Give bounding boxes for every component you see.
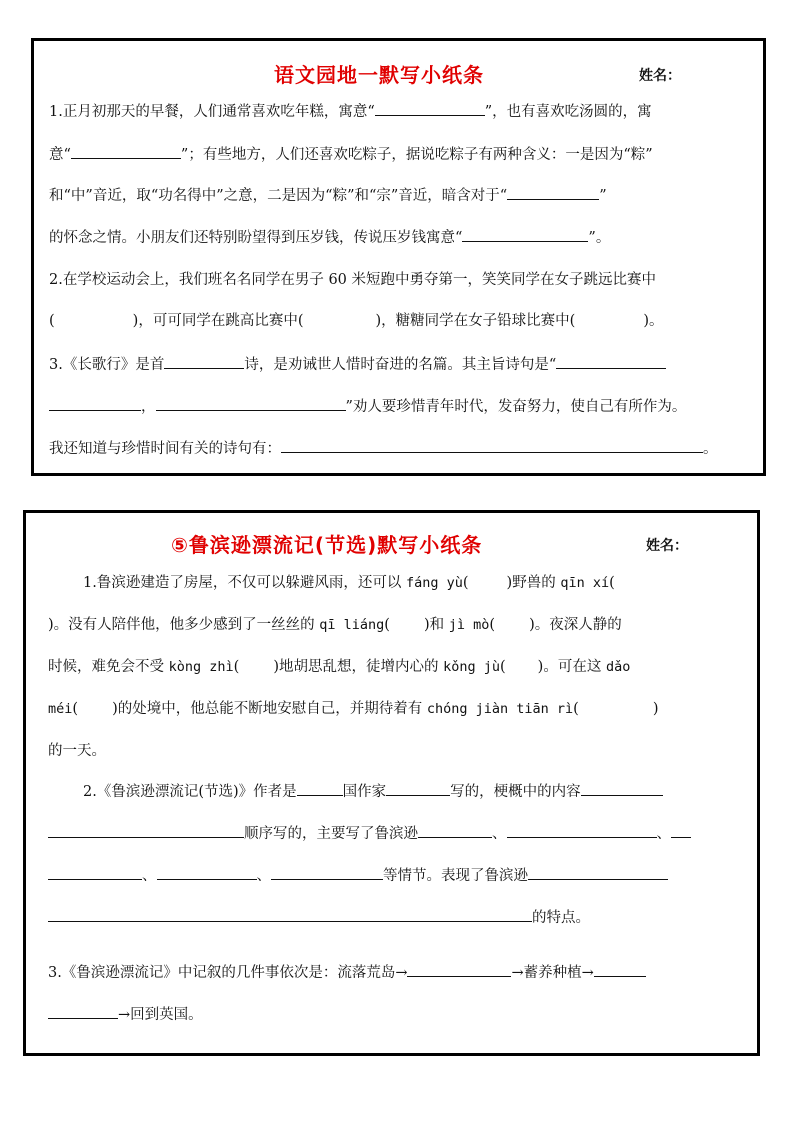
paren-open: (: [233, 659, 240, 675]
question-text: 写的，梗概中的内容: [450, 784, 581, 800]
question-3-line-1: [48, 962, 646, 983]
paren-close: ): [652, 701, 659, 717]
question-text: )。没有人陪伴他，他多少感到了一丝丝的: [48, 617, 315, 633]
question-text: )。夜深人静的: [529, 617, 622, 633]
question-text: 诗，是劝诫世人惜时奋进的名篇。其主旨诗句是“: [244, 357, 557, 373]
fill-blank[interactable]: [271, 865, 383, 880]
question-text: 国作家: [342, 784, 387, 800]
pinyin-prompt: dǎo: [605, 659, 631, 675]
fill-blank[interactable]: [386, 781, 450, 796]
pinyin-prompt: fáng yù: [405, 575, 463, 591]
question-1-line-1: [83, 573, 615, 593]
question-text: 顺序写的，主要写了鲁滨逊: [244, 826, 418, 842]
paren-open: (: [489, 617, 496, 633]
question-text: 、: [256, 868, 271, 884]
fill-blank[interactable]: [297, 781, 343, 796]
fill-blank[interactable]: [407, 962, 511, 977]
question-2-line-4: [48, 907, 590, 928]
pinyin-prompt: chóng jiàn tiān rì: [426, 701, 574, 717]
fill-blank[interactable]: [418, 823, 492, 838]
paren-open: (: [573, 701, 579, 717]
question-text: 我还知道与珍惜时间有关的诗句有：: [49, 441, 281, 457]
question-text: 1.鲁滨逊建造了房屋，不仅可以躲避风雨，还可以: [83, 575, 402, 591]
paren-open: (: [462, 575, 469, 591]
pinyin-prompt: qīn xí: [560, 575, 610, 591]
question-text: 意“: [49, 147, 71, 163]
fill-blank[interactable]: [581, 781, 663, 796]
question-1-line-2: [49, 144, 653, 165]
question-text: ”: [599, 188, 607, 204]
paren-open: (: [384, 617, 390, 633]
fill-blank[interactable]: [594, 962, 646, 977]
question-1-line-3: [48, 657, 630, 677]
paren-open: (: [499, 659, 506, 675]
question-text: )野兽的: [506, 575, 556, 591]
question-text: →蓄养种植→: [511, 965, 594, 981]
question-text: ，: [141, 399, 156, 415]
question-text: )的处境中，他总能不断地安慰自己，并期待着有: [112, 701, 423, 717]
pinyin-prompt: qī liáng: [319, 617, 385, 633]
question-text: 2.《鲁滨逊漂流记(节选)》作者是: [83, 784, 297, 800]
question-1-line-5: 的一天。: [48, 743, 106, 759]
question-text: →回到英国。: [118, 1007, 203, 1023]
fill-blank[interactable]: [71, 144, 181, 159]
question-text: 等情节。表现了鲁滨逊: [383, 868, 528, 884]
question-2-line-1: 2.在学校运动会上，我们班名名同学在男子 60 米短跑中勇夺第一，笑笑同学在女子跳远比赛中: [49, 272, 656, 288]
card-title: 语文园地一默写小纸条: [274, 63, 484, 87]
fill-blank[interactable]: [281, 438, 703, 453]
fill-blank[interactable]: [462, 227, 588, 242]
fill-blank[interactable]: [48, 907, 532, 922]
fill-blank[interactable]: [556, 354, 666, 369]
pinyin-prompt: kòng zhì: [168, 659, 234, 675]
paren-open: (: [72, 701, 79, 717]
question-3-line-2: [48, 1004, 203, 1025]
fill-blank[interactable]: [48, 865, 142, 880]
question-1-line-1: [49, 101, 652, 122]
question-text: ”。: [588, 230, 611, 246]
fill-blank[interactable]: [164, 354, 244, 369]
question-3-line-3: [49, 438, 718, 459]
question-text: ”，也有喜欢吃汤圆的，寓: [484, 104, 652, 120]
question-2-line-3: [48, 865, 668, 886]
fill-blank[interactable]: [48, 1004, 118, 1019]
card-title: ⑤鲁滨逊漂流记(节选)默写小纸条: [171, 533, 483, 557]
question-text: ”劝人要珍惜青年时代，发奋努力，使自己有所作为。: [345, 399, 687, 415]
dictation-card-chinese-garden: [31, 38, 766, 476]
fill-blank[interactable]: [49, 396, 141, 411]
fill-blank[interactable]: [375, 101, 485, 116]
question-text: 、: [492, 826, 507, 842]
name-label: 姓名：: [646, 538, 688, 554]
question-2-line-2: [49, 311, 664, 331]
question-1-line-2: [48, 615, 622, 635]
fill-blank[interactable]: [528, 865, 668, 880]
question-text: 时候，难免会不受: [48, 659, 164, 675]
question-text: 1.正月初那天的早餐，人们通常喜欢吃年糕，寓意“: [49, 104, 375, 120]
fill-blank[interactable]: [507, 185, 599, 200]
question-1-line-4: [48, 699, 658, 719]
question-text: )地胡思乱想，徒增内心的: [273, 659, 439, 675]
question-text: )。可在这: [537, 659, 602, 675]
paren-open: (: [49, 313, 55, 329]
pinyin-prompt: jì mò: [448, 617, 490, 633]
question-text: 、: [656, 826, 671, 842]
question-2-line-2: [48, 823, 691, 844]
question-text: 的怀念之情。小朋友们还特别盼望得到压岁钱，传说压岁钱寓意“: [49, 230, 463, 246]
dictation-card-robinson-crusoe: [23, 510, 760, 1056]
name-label: 姓名：: [639, 68, 681, 84]
question-text: 。: [703, 441, 718, 457]
fill-blank[interactable]: [157, 865, 257, 880]
question-text: 3.《长歌行》是首: [49, 357, 165, 373]
fill-blank[interactable]: [671, 823, 691, 838]
question-text: )和: [423, 617, 445, 633]
question-text: )，可可同学在跳高比赛中(: [132, 313, 304, 329]
question-1-line-3: [49, 185, 607, 206]
question-3-line-1: [49, 354, 666, 375]
question-text: )。: [643, 313, 664, 329]
question-text: ”；有些地方，人们还喜欢吃粽子，据说吃粽子有两种含义：一是因为“粽”: [180, 147, 653, 163]
question-text: 、: [142, 868, 157, 884]
question-text: )，糖糖同学在女子铅球比赛中(: [375, 313, 576, 329]
question-2-line-1: [83, 781, 663, 802]
paren-open: (: [609, 575, 615, 591]
fill-blank[interactable]: [507, 823, 657, 838]
question-text: 3.《鲁滨逊漂流记》中记叙的几件事依次是：流落荒岛→: [48, 965, 408, 981]
question-text: 的特点。: [532, 910, 590, 926]
fill-blank[interactable]: [156, 396, 346, 411]
pinyin-prompt: méi: [48, 701, 73, 717]
question-text: 和“中”音近，取“功名得中”之意，二是因为“粽”和“宗”音近，暗含对于“: [49, 188, 508, 204]
question-1-line-4: [49, 227, 610, 248]
fill-blank[interactable]: [48, 823, 244, 838]
question-3-line-2: [49, 396, 686, 417]
pinyin-prompt: kǒng jù: [443, 659, 500, 675]
